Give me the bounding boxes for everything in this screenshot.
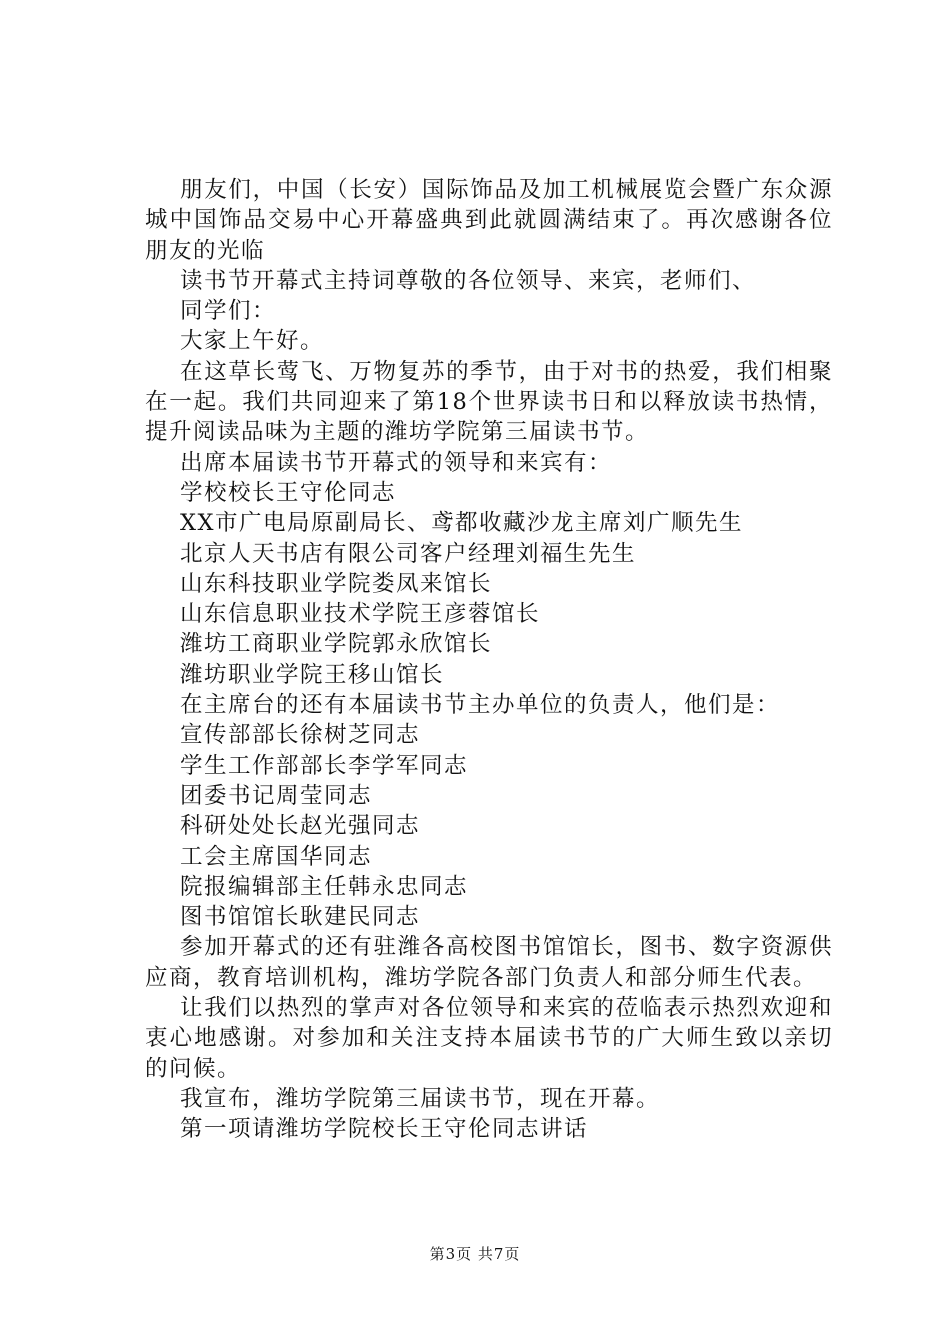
- welcome-paragraph: 让我们以热烈的掌声对各位领导和来宾的莅临表示热烈欢迎和衷心地感谢。对参加和关注支持本届读书节的广大师生致以亲切的问候。: [145, 995, 833, 1082]
- host-item: 学生工作部部长李学军同志: [180, 752, 469, 779]
- guest-item: 学校校长王守伦同志: [180, 479, 397, 506]
- host-item: 科研处处长赵光强同志: [180, 813, 421, 840]
- host-item: 工会主席国华同志: [180, 843, 373, 870]
- guest-item: 山东信息职业技术学院王彦蓉馆长: [180, 601, 541, 628]
- opening-declaration-line: 我宣布，潍坊学院第三届读书节，现在开幕。: [180, 1085, 661, 1112]
- guest-item: XX市广电局原副局长、鸢都收藏沙龙主席刘广顺先生: [180, 510, 744, 537]
- guest-item: 山东科技职业学院娄凤来馆长: [180, 570, 493, 597]
- closing-paragraph: 朋友们，中国（长安）国际饰品及加工机械展览会暨广东众源城中国饰品交易中心开幕盛典到此就圆满结束了。再次感谢各位朋友的光临: [145, 177, 833, 264]
- first-item-line: 第一项请潍坊学院校长王守伦同志讲话: [180, 1116, 589, 1143]
- host-item: 图书馆馆长耿建民同志: [180, 904, 421, 931]
- attendees-paragraph: 参加开幕式的还有驻潍各高校图书馆馆长，图书、数字资源供应商，教育培训机构，潍坊学院各部门负责人和部分师生代表。: [145, 934, 833, 991]
- guest-item: 潍坊工商职业学院郭永欣馆长: [180, 631, 493, 658]
- guest-item: 北京人天书店有限公司客户经理刘福生先生: [180, 540, 637, 567]
- hosts-intro-line: 在主席台的还有本届读书节主办单位的负责人，他们是：: [180, 692, 781, 719]
- greeting-line: 大家上午好。: [180, 328, 325, 355]
- guests-intro-line: 出席本届读书节开幕式的领导和来宾有：: [180, 449, 613, 476]
- host-item: 宣传部部长徐树芝同志: [180, 722, 421, 749]
- document-body: [145, 175, 833, 1145]
- page-number-footer: 第3页 共7页: [429, 1245, 521, 1263]
- host-item: 团委书记周莹同志: [180, 782, 373, 809]
- guest-item: 潍坊职业学院王移山馆长: [180, 661, 445, 688]
- salutation-line: 同学们：: [180, 298, 277, 325]
- speech-title-line: 读书节开幕式主持词尊敬的各位领导、来宾，老师们、: [180, 267, 757, 294]
- host-item: 院报编辑部主任韩永忠同志: [180, 873, 469, 900]
- intro-paragraph: 在这草长莺飞、万物复苏的季节，由于对书的热爱，我们相聚在一起。我们共同迎来了第18个世界读书日和以释放读书热情，提升阅读品味为主题的潍坊学院第三届读书节。: [145, 358, 833, 446]
